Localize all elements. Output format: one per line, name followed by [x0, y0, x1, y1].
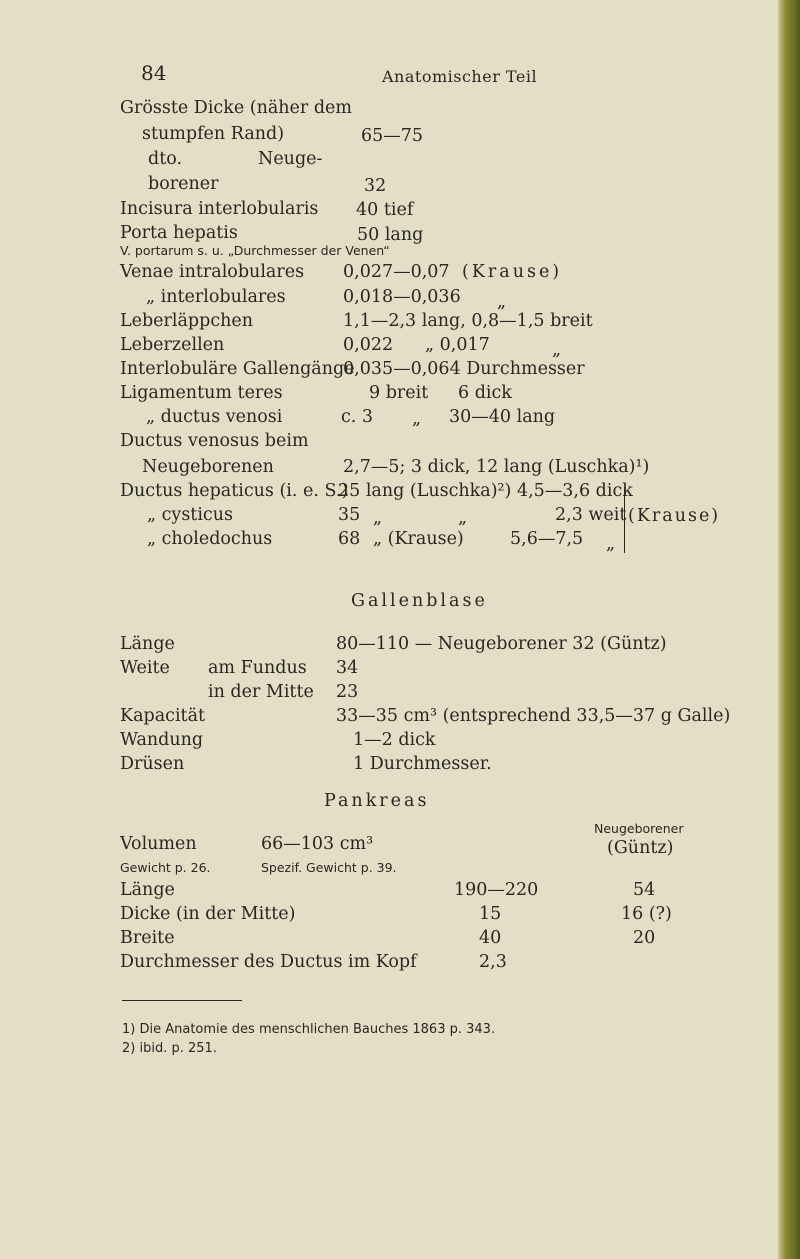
liver-label-14: Ductus venosus beim — [120, 431, 309, 451]
liver-value-17: 35 — [338, 505, 361, 525]
liver-value-5: 50 lang — [357, 225, 424, 245]
gallbladder-heading: Gallenblase — [351, 591, 488, 611]
liver-extra-18: 5,6—7,5 — [510, 529, 584, 549]
liver-extra-8: „ — [497, 292, 507, 312]
liver-label-17: „ cysticus — [147, 505, 233, 525]
liver-value-12: 9 breit — [369, 383, 429, 403]
page-edge — [778, 0, 800, 1259]
gb-value-2: 23 — [336, 682, 359, 702]
liver-label-2: dto. — [148, 149, 183, 169]
liver-label-7: Venae intralobulares — [120, 262, 305, 282]
liver-value-11: 0,035—0,064 Durchmesser — [343, 359, 585, 379]
liver-label-3: borener — [148, 174, 219, 194]
pancreas-heading: Pankreas — [324, 791, 430, 811]
page-number: 84 — [141, 61, 167, 85]
liver-label-5: Porta hepatis — [120, 223, 238, 243]
gb-label-1: Weite — [120, 658, 170, 678]
liver-value-13: c. 3 — [341, 407, 374, 427]
pancreas-newborn-2: 20 — [633, 928, 656, 948]
pancreas-newborn-1: 16 (?) — [621, 904, 672, 924]
liver-value-3: 32 — [364, 176, 387, 196]
pancreas-weight-note: Gewicht p. 26. — [120, 860, 211, 875]
pancreas-adult-1: 15 — [479, 904, 502, 924]
gb-label-0: Länge — [120, 634, 175, 654]
liver-value-15: 2,7—5; 3 dick, 12 lang (Luschka)¹) — [343, 457, 650, 477]
pancreas-label-3: Durchmesser des Ductus im Kopf — [120, 952, 417, 972]
liver-extra-10: „ — [552, 340, 562, 360]
pancreas-newborn-0: 54 — [633, 880, 656, 900]
liver-label-4: Incisura interlobularis — [120, 199, 319, 219]
liver-label-12: Ligamentum teres — [120, 383, 283, 403]
pancreas-label-2: Breite — [120, 928, 175, 948]
liver-value2-18: „ (Krause) — [373, 529, 464, 549]
footnote-1: 1) Die Anatomie des menschlichen Bauches 1863 p. 343. — [122, 1022, 496, 1037]
pancreas-volume-label: Volumen — [120, 834, 197, 854]
brace-label: (Krause) — [628, 506, 721, 526]
liver-value2-13: „ — [412, 409, 422, 429]
gb-value-1: 34 — [336, 658, 359, 678]
liver-value2-17: „ — [373, 508, 383, 528]
gb-value-0: 80—110 — Neugeborener 32 (Güntz) — [336, 634, 667, 654]
footnote-rule — [122, 1000, 242, 1001]
gb-label-4: Wandung — [120, 730, 204, 750]
pancreas-volume-value: 66—103 cm³ — [261, 834, 374, 854]
gb-label-5: Drüsen — [120, 754, 185, 774]
liver-value2-12: 6 dick — [458, 383, 512, 403]
gb-value-4: 1—2 dick — [353, 730, 436, 750]
liver-value-10: 0,022 — [343, 335, 394, 355]
liver-label-15: Neugeborenen — [142, 457, 274, 477]
pancreas-col-header: Neugeborener — [594, 821, 684, 836]
liver-value2-10: „ 0,017 — [425, 335, 490, 355]
liver-label-2b: Neuge- — [258, 149, 323, 169]
liver-extra-13: 30—40 lang — [449, 407, 556, 427]
footnote-2: 2) ibid. p. 251. — [122, 1041, 217, 1056]
liver-label-9: Leberläppchen — [120, 311, 254, 331]
gb-label-3: Kapacität — [120, 706, 206, 726]
liver-label-6: V. portarum s. u. „Durchmesser der Venen“ — [120, 243, 390, 258]
liver-label-11: Interlobuläre Gallengänge — [120, 359, 355, 379]
liver-value-9: 1,1—2,3 lang, 0,8—1,5 breit — [343, 311, 593, 331]
liver-value-7: 0,027—0,07 — [343, 262, 450, 282]
liver-label-8: „ interlobulares — [146, 287, 286, 307]
gb-sub-2: in der Mitte — [208, 682, 314, 702]
pancreas-label-0: Länge — [120, 880, 175, 900]
pancreas-adult-2: 40 — [479, 928, 502, 948]
liver-extra2-17: 2,3 weit — [555, 505, 627, 525]
pancreas-adult-0: 190—220 — [454, 880, 539, 900]
gb-value-3: 33—35 cm³ (entsprechend 33,5—37 g Galle) — [336, 706, 731, 726]
liver-label-16: Ductus hepaticus (i. e. S.) — [120, 481, 349, 501]
liver-extra2-18: „ — [606, 534, 616, 554]
liver-label-0: Grösste Dicke (näher dem — [120, 98, 352, 118]
pancreas-spec-weight-note: Spezif. Gewicht p. 39. — [261, 860, 397, 875]
liver-label-18: „ choledochus — [147, 529, 273, 549]
liver-label-10: Leberzellen — [120, 335, 225, 355]
running-title: Anatomischer Teil — [382, 67, 538, 86]
liver-label-13: „ ductus venosi — [146, 407, 283, 427]
pancreas-col-header2: (Güntz) — [607, 838, 674, 858]
gb-sub-1: am Fundus — [208, 658, 307, 678]
liver-value-4: 40 tief — [356, 200, 414, 220]
gb-value-5: 1 Durchmesser. — [353, 754, 492, 774]
brace-bracket — [618, 487, 625, 553]
liver-value-16: 25 lang (Luschka)²) 4,5—3,6 dick — [338, 481, 633, 501]
liver-value-8: 0,018—0,036 — [343, 287, 461, 307]
liver-extra-17: „ — [458, 508, 468, 528]
liver-label-1: stumpfen Rand) — [142, 124, 285, 144]
pancreas-label-1: Dicke (in der Mitte) — [120, 904, 296, 924]
liver-extra-7: (Krause) — [462, 262, 563, 282]
liver-value-18: 68 — [338, 529, 361, 549]
liver-value-1: 65—75 — [361, 126, 424, 146]
pancreas-adult-3: 2,3 — [479, 952, 507, 972]
